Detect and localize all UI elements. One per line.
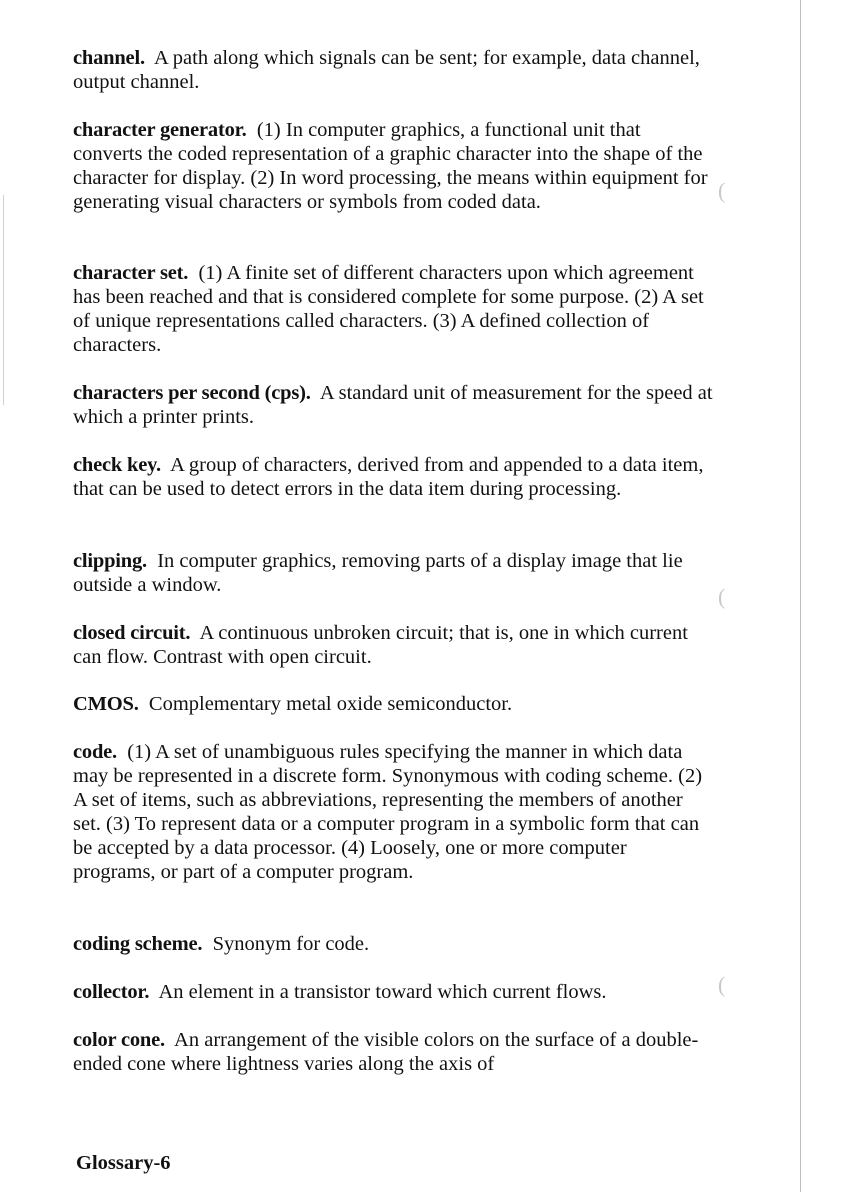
entry-term: code.	[73, 741, 117, 763]
entry-term: color cone.	[73, 1029, 165, 1051]
entry-term: character generator.	[73, 119, 247, 141]
glossary-entry-color-cone	[73, 1028, 713, 1076]
glossary-entry-character-generator	[73, 118, 713, 214]
entry-term: characters per second (cps).	[73, 382, 311, 404]
entry-definition: A continuous unbroken circuit; that is, one in which current can flow. Contrast with open circuit.	[73, 622, 688, 668]
glossary-entry-channel	[73, 46, 713, 94]
entry-term: check key.	[73, 454, 161, 476]
entry-definition: In computer graphics, removing parts of a display image that lie outside a window.	[73, 550, 683, 596]
glossary-entry-code	[73, 740, 713, 884]
entry-definition: Complementary metal oxide semiconductor.	[148, 693, 513, 715]
entry-definition: (1) In computer graphics, a functional unit that converts the coded representation of a graphic character into the shape of the character for display. (2) In word processing, the means within equipment for generating visual characters or symbols from coded data.	[73, 119, 708, 213]
entry-term: character set.	[73, 262, 189, 284]
binder-hole-mark: (	[718, 178, 726, 203]
entry-definition: An element in a transistor toward which current flows.	[158, 981, 607, 1003]
scan-edge-left	[3, 195, 4, 405]
entry-definition: (1) A set of unambiguous rules specifying the manner in which data may be represented in a discrete form. Synonymous with coding scheme. (2) A set of items, such as abbreviations, representing the members of another set. (3) To represent data or a computer program in a symbolic form that can be accepted by a data processor. (4) Loosely, one or more computer programs, or part of a computer program.	[73, 741, 703, 883]
entry-definition: A standard unit of measurement for the speed at which a printer prints.	[73, 382, 713, 428]
glossary-entry-characters-per-second	[73, 381, 713, 429]
entry-term: channel.	[73, 47, 145, 69]
glossary-entry-cmos	[73, 692, 713, 716]
entry-definition: A path along which signals can be sent; for example, data channel, output channel.	[73, 47, 700, 93]
glossary-entry-coding-scheme	[73, 932, 713, 956]
binder-hole-mark: (	[718, 584, 726, 609]
entry-term: closed circuit.	[73, 622, 191, 644]
entry-definition: A group of characters, derived from and appended to a data item, that can be used to detect errors in the data item during processing.	[73, 454, 704, 500]
entry-term: collector.	[73, 981, 150, 1003]
glossary-entry-collector	[73, 980, 713, 1004]
scan-edge-right	[800, 0, 801, 1192]
glossary-entry-check-key	[73, 453, 713, 501]
entry-term: CMOS.	[73, 693, 139, 715]
page-footer-label: Glossary-6	[76, 1152, 171, 1174]
glossary-entry-closed-circuit	[73, 621, 713, 669]
entry-definition: An arrangement of the visible colors on the surface of a double-ended cone where lightness varies along the axis of	[73, 1029, 699, 1075]
glossary-entry-character-set	[73, 261, 713, 357]
binder-hole-mark: (	[718, 972, 726, 997]
entry-definition: Synonym for code.	[212, 933, 370, 955]
glossary-entry-clipping	[73, 549, 713, 597]
entry-term: clipping.	[73, 550, 147, 572]
entry-term: coding scheme.	[73, 933, 203, 955]
entry-definition: (1) A finite set of different characters upon which agreement has been reached and that is considered complete for some purpose. (2) A set of unique representations called characters. (3) A defined collection of characters.	[73, 262, 704, 356]
